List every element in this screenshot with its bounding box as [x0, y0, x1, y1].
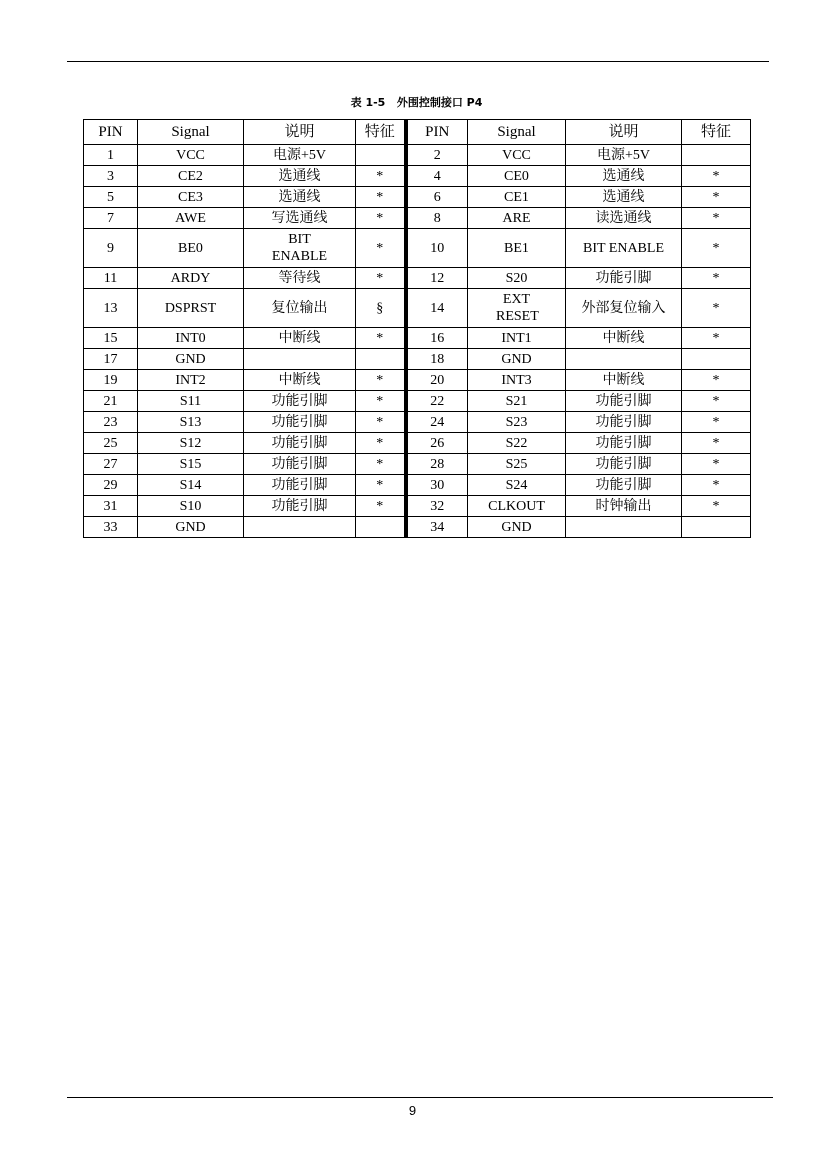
pin-cell: 2 [406, 145, 468, 166]
signal-cell: ARDY [138, 268, 244, 289]
table-caption: 表 1-5 外围控制接口 P4 [350, 96, 483, 109]
table-row [84, 391, 751, 412]
description-cell [244, 349, 356, 370]
table-row [84, 475, 751, 496]
table-row [84, 268, 751, 289]
description-cell: 选通线 [566, 187, 682, 208]
signal-cell: CE2 [138, 166, 244, 187]
feature-cell: * [682, 454, 751, 475]
footer-rule [67, 1097, 773, 1098]
signal-cell: VCC [138, 145, 244, 166]
description-cell: 中断线 [566, 328, 682, 349]
feature-cell: * [356, 391, 406, 412]
description-cell: 写选通线 [244, 208, 356, 229]
signal-cell: INT3 [468, 370, 566, 391]
description-cell: 外部复位输入 [566, 289, 682, 328]
signal-cell: S13 [138, 412, 244, 433]
pin-cell: 27 [84, 454, 138, 475]
feature-cell: * [356, 229, 406, 268]
table-row [84, 145, 751, 166]
pin-cell: 4 [406, 166, 468, 187]
feature-cell: * [682, 412, 751, 433]
pin-cell: 7 [84, 208, 138, 229]
signal-cell: S23 [468, 412, 566, 433]
table-row [84, 208, 751, 229]
feature-cell: * [356, 370, 406, 391]
description-cell: 功能引脚 [566, 268, 682, 289]
table-row [84, 496, 751, 517]
feature-cell: * [682, 370, 751, 391]
signal-cell: BE1 [468, 229, 566, 268]
feature-cell: * [356, 496, 406, 517]
pin-cell: 8 [406, 208, 468, 229]
feature-cell [356, 145, 406, 166]
description-cell: 功能引脚 [566, 433, 682, 454]
pin-cell: 29 [84, 475, 138, 496]
description-cell: 功能引脚 [566, 454, 682, 475]
pin-cell: 26 [406, 433, 468, 454]
header-description: 说明 [244, 120, 356, 145]
description-cell [244, 517, 356, 538]
description-cell: 功能引脚 [566, 412, 682, 433]
pin-cell: 34 [406, 517, 468, 538]
header-signal: Signal [468, 120, 566, 145]
feature-cell: * [682, 289, 751, 328]
pin-cell: 18 [406, 349, 468, 370]
header-pin: PIN [406, 120, 468, 145]
feature-cell [682, 349, 751, 370]
feature-cell: * [356, 166, 406, 187]
description-cell: 选通线 [244, 187, 356, 208]
feature-cell: * [682, 496, 751, 517]
signal-cell: AWE [138, 208, 244, 229]
table-row [84, 187, 751, 208]
feature-cell: * [356, 454, 406, 475]
signal-cell: CE3 [138, 187, 244, 208]
signal-cell: CE0 [468, 166, 566, 187]
signal-cell: GND [138, 349, 244, 370]
header-description: 说明 [566, 120, 682, 145]
table-row [84, 454, 751, 475]
signal-cell: CE1 [468, 187, 566, 208]
signal-cell: VCC [468, 145, 566, 166]
signal-cell: INT0 [138, 328, 244, 349]
signal-cell: INT1 [468, 328, 566, 349]
description-cell: 等待线 [244, 268, 356, 289]
signal-cell: ARE [468, 208, 566, 229]
signal-cell: EXT RESET [468, 289, 566, 328]
signal-cell: S15 [138, 454, 244, 475]
signal-cell: GND [468, 349, 566, 370]
pin-cell: 32 [406, 496, 468, 517]
description-cell: 电源+5V [566, 145, 682, 166]
table-row [84, 328, 751, 349]
feature-cell: * [682, 229, 751, 268]
pin-cell: 1 [84, 145, 138, 166]
pin-cell: 9 [84, 229, 138, 268]
signal-cell: CLKOUT [468, 496, 566, 517]
feature-cell: § [356, 289, 406, 328]
page-number: 9 [408, 1103, 417, 1118]
feature-cell [356, 349, 406, 370]
feature-cell: * [682, 433, 751, 454]
pin-cell: 28 [406, 454, 468, 475]
description-cell: 中断线 [244, 328, 356, 349]
pin-cell: 5 [84, 187, 138, 208]
description-cell [566, 349, 682, 370]
feature-cell: * [356, 187, 406, 208]
description-cell: 功能引脚 [244, 433, 356, 454]
signal-cell: INT2 [138, 370, 244, 391]
description-cell: 选通线 [244, 166, 356, 187]
description-cell: 功能引脚 [244, 454, 356, 475]
signal-cell: S10 [138, 496, 244, 517]
description-cell: 功能引脚 [566, 391, 682, 412]
signal-cell: S11 [138, 391, 244, 412]
signal-cell: S21 [468, 391, 566, 412]
description-cell: 复位输出 [244, 289, 356, 328]
description-cell: 选通线 [566, 166, 682, 187]
signal-cell: BE0 [138, 229, 244, 268]
table-row [84, 517, 751, 538]
feature-cell: * [682, 187, 751, 208]
feature-cell [682, 145, 751, 166]
feature-cell: * [356, 412, 406, 433]
description-cell: BIT ENABLE [244, 229, 356, 268]
feature-cell [682, 517, 751, 538]
pin-cell: 22 [406, 391, 468, 412]
table-row [84, 229, 751, 268]
table-row [84, 412, 751, 433]
pin-cell: 19 [84, 370, 138, 391]
header-feature: 特征 [356, 120, 406, 145]
signal-cell: S24 [468, 475, 566, 496]
signal-cell: S20 [468, 268, 566, 289]
pin-cell: 14 [406, 289, 468, 328]
feature-cell [356, 517, 406, 538]
description-cell: 中断线 [566, 370, 682, 391]
feature-cell: * [356, 433, 406, 454]
signal-cell: GND [468, 517, 566, 538]
header-signal: Signal [138, 120, 244, 145]
pin-cell: 17 [84, 349, 138, 370]
description-cell: 功能引脚 [566, 475, 682, 496]
feature-cell: * [356, 475, 406, 496]
signal-cell: S12 [138, 433, 244, 454]
pin-cell: 31 [84, 496, 138, 517]
pin-cell: 25 [84, 433, 138, 454]
feature-cell: * [682, 208, 751, 229]
table-row [84, 370, 751, 391]
header-rule [67, 61, 769, 62]
table-row [84, 289, 751, 328]
feature-cell: * [356, 268, 406, 289]
description-cell: 功能引脚 [244, 412, 356, 433]
feature-cell: * [682, 268, 751, 289]
pin-table [83, 119, 751, 538]
pin-cell: 10 [406, 229, 468, 268]
feature-cell: * [682, 328, 751, 349]
pin-cell: 15 [84, 328, 138, 349]
description-cell: 中断线 [244, 370, 356, 391]
description-cell: 功能引脚 [244, 475, 356, 496]
signal-cell: S25 [468, 454, 566, 475]
pin-cell: 23 [84, 412, 138, 433]
feature-cell: * [356, 328, 406, 349]
table-row [84, 433, 751, 454]
feature-cell: * [682, 391, 751, 412]
signal-cell: S14 [138, 475, 244, 496]
signal-cell: S22 [468, 433, 566, 454]
header-pin: PIN [84, 120, 138, 145]
description-cell: 功能引脚 [244, 496, 356, 517]
feature-cell: * [682, 475, 751, 496]
pin-cell: 6 [406, 187, 468, 208]
description-cell: 读选通线 [566, 208, 682, 229]
header-feature: 特征 [682, 120, 751, 145]
pin-cell: 24 [406, 412, 468, 433]
description-cell: 时钟输出 [566, 496, 682, 517]
pin-cell: 11 [84, 268, 138, 289]
signal-cell: GND [138, 517, 244, 538]
table-row [84, 166, 751, 187]
description-cell: 功能引脚 [244, 391, 356, 412]
header-row [84, 120, 751, 145]
pin-cell: 12 [406, 268, 468, 289]
pin-cell: 20 [406, 370, 468, 391]
pin-cell: 16 [406, 328, 468, 349]
description-cell [566, 517, 682, 538]
description-cell: 电源+5V [244, 145, 356, 166]
feature-cell: * [356, 208, 406, 229]
pin-cell: 33 [84, 517, 138, 538]
table-row [84, 349, 751, 370]
feature-cell: * [682, 166, 751, 187]
pin-cell: 13 [84, 289, 138, 328]
pin-cell: 3 [84, 166, 138, 187]
pin-cell: 21 [84, 391, 138, 412]
pin-cell: 30 [406, 475, 468, 496]
signal-cell: DSPRST [138, 289, 244, 328]
description-cell: BIT ENABLE [566, 229, 682, 268]
